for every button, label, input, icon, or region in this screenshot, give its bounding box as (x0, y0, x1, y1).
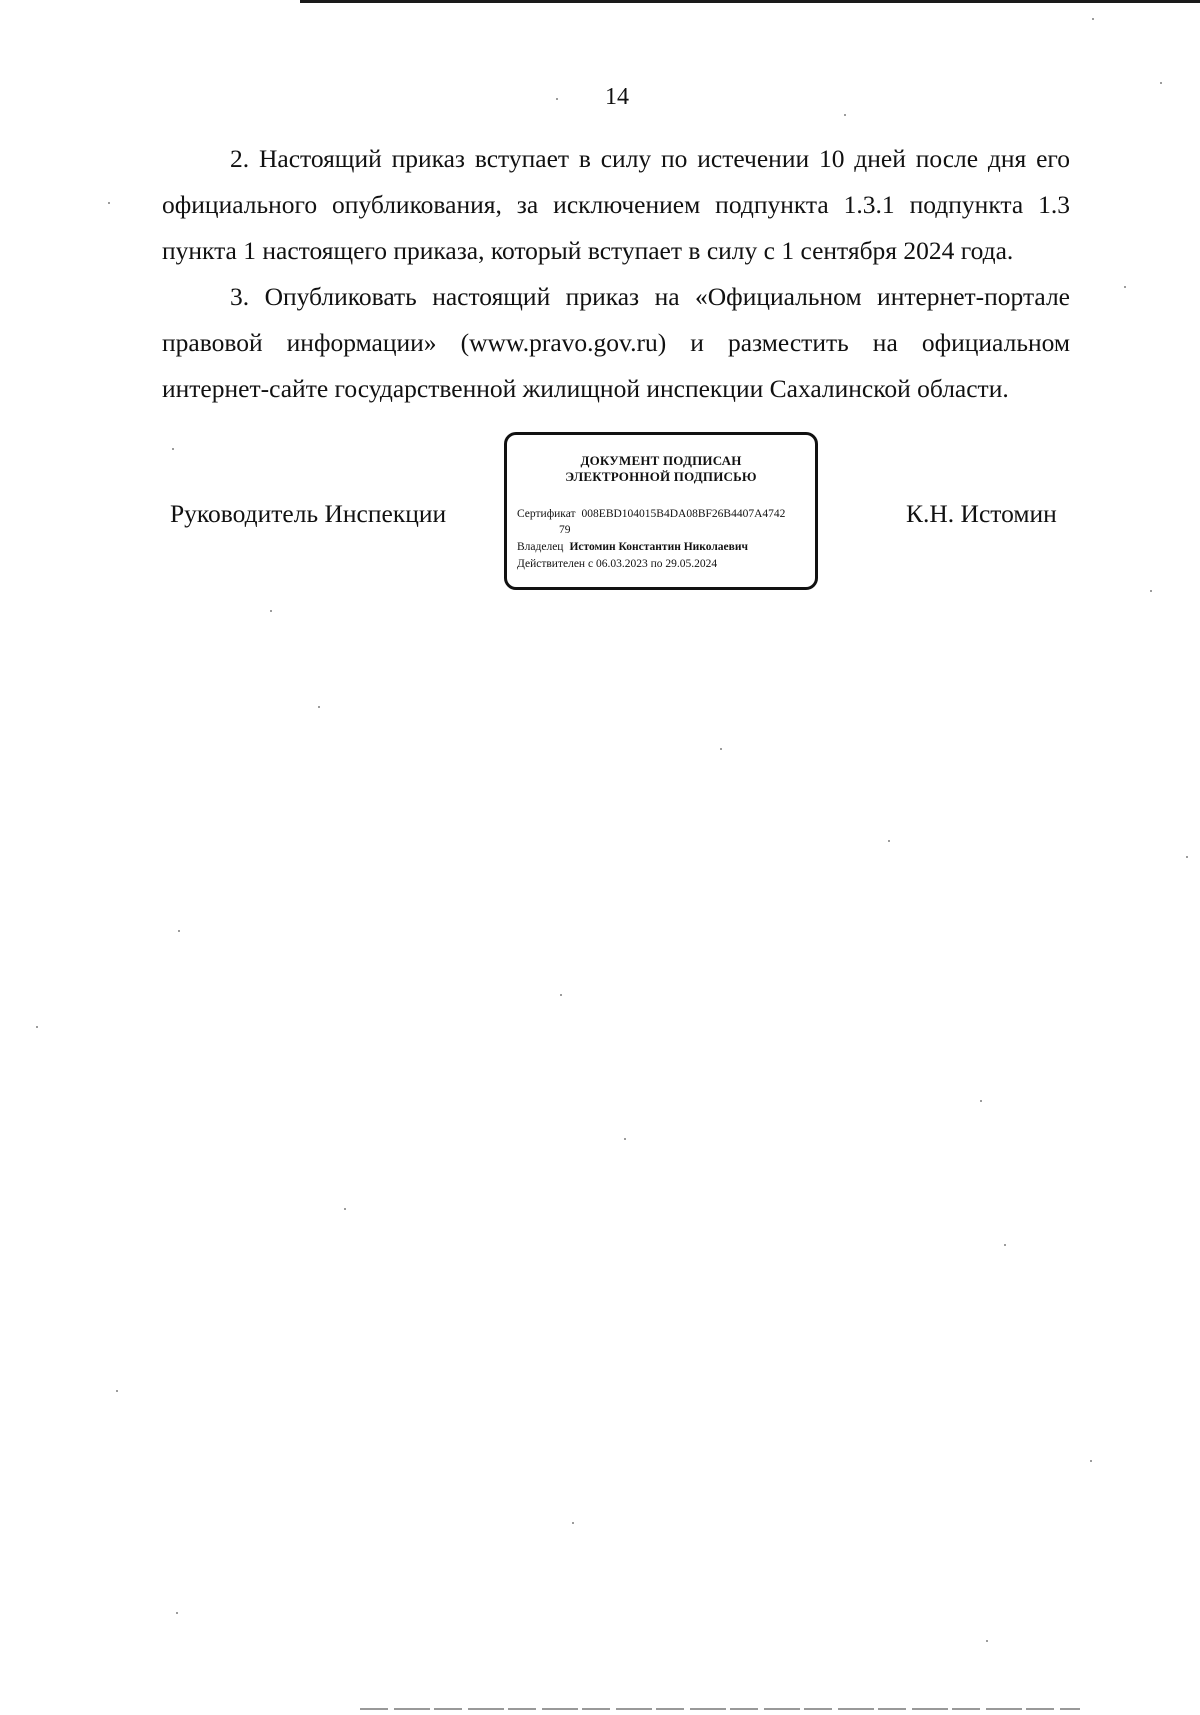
bottom-edge-line (360, 1708, 1080, 1710)
scan-speck (986, 1640, 988, 1642)
scan-speck (980, 1100, 982, 1102)
scan-speck (1186, 856, 1188, 858)
stamp-title-line1: ДОКУМЕНТ ПОДПИСАН (580, 453, 742, 468)
certificate-label: Сертификат (517, 508, 576, 520)
scan-speck (178, 930, 180, 932)
scan-speck (116, 1390, 118, 1392)
scan-speck (318, 706, 320, 708)
signer-position: Руководитель Инспекции (170, 499, 447, 528)
scan-speck (172, 448, 174, 450)
scan-speck (560, 994, 562, 996)
stamp-title (507, 453, 815, 485)
scan-speck (108, 202, 110, 204)
top-edge-line (300, 0, 1200, 3)
scan-speck (624, 1138, 626, 1140)
scan-speck (844, 114, 846, 116)
scan-speck (1004, 1244, 1006, 1246)
scan-speck (720, 748, 722, 750)
owner-label: Владелец (517, 541, 564, 553)
signer-name: К.Н. Истомин (906, 499, 1057, 528)
scan-speck (1160, 82, 1162, 84)
scan-speck (36, 1026, 38, 1028)
paragraph-2: 2. Настоящий приказ вступает в силу по истечении 10 дней после дня его официального опубликования, за исключением подпункта 1.3.1 подпункта 1.3 пункта 1 настоящего приказа, который вступает в силу с 1 сентября 2024 года. (162, 144, 1070, 265)
certificate-value: 008EBD104015B4DA08BF26B4407A4742 (581, 508, 786, 520)
stamp-title-line2: ЭЛЕКТРОННОЙ ПОДПИСЬЮ (565, 469, 757, 484)
stamp-validity: Действителен с 06.03.2023 по 29.05.2024 (517, 558, 718, 570)
page-number: 14 (605, 84, 629, 110)
signature-block (0, 430, 1200, 600)
scan-speck (556, 98, 558, 100)
scan-speck (1124, 286, 1126, 288)
scan-speck (344, 1208, 346, 1210)
owner-value: Истомин Константин Николаевич (569, 541, 748, 553)
scan-speck (572, 1522, 574, 1524)
paragraph-3: 3. Опубликовать настоящий приказ на «Официальном интернет-портале правовой информации» (www.pravo.gov.ru) и разместить на официальном интернет-сайте государственной жилищной инспекции Сахалинской области. (162, 282, 1070, 403)
stamp-owner (517, 540, 748, 555)
certificate-value-tail: 79 (559, 524, 571, 536)
document-body (162, 136, 1070, 412)
scan-speck (1150, 590, 1152, 592)
scan-speck (176, 1612, 178, 1614)
scan-speck (1092, 18, 1094, 20)
scan-speck (270, 610, 272, 612)
stamp-certificate (517, 507, 817, 522)
scan-speck (1090, 1460, 1092, 1462)
scan-speck (888, 840, 890, 842)
electronic-signature-stamp (504, 432, 818, 590)
